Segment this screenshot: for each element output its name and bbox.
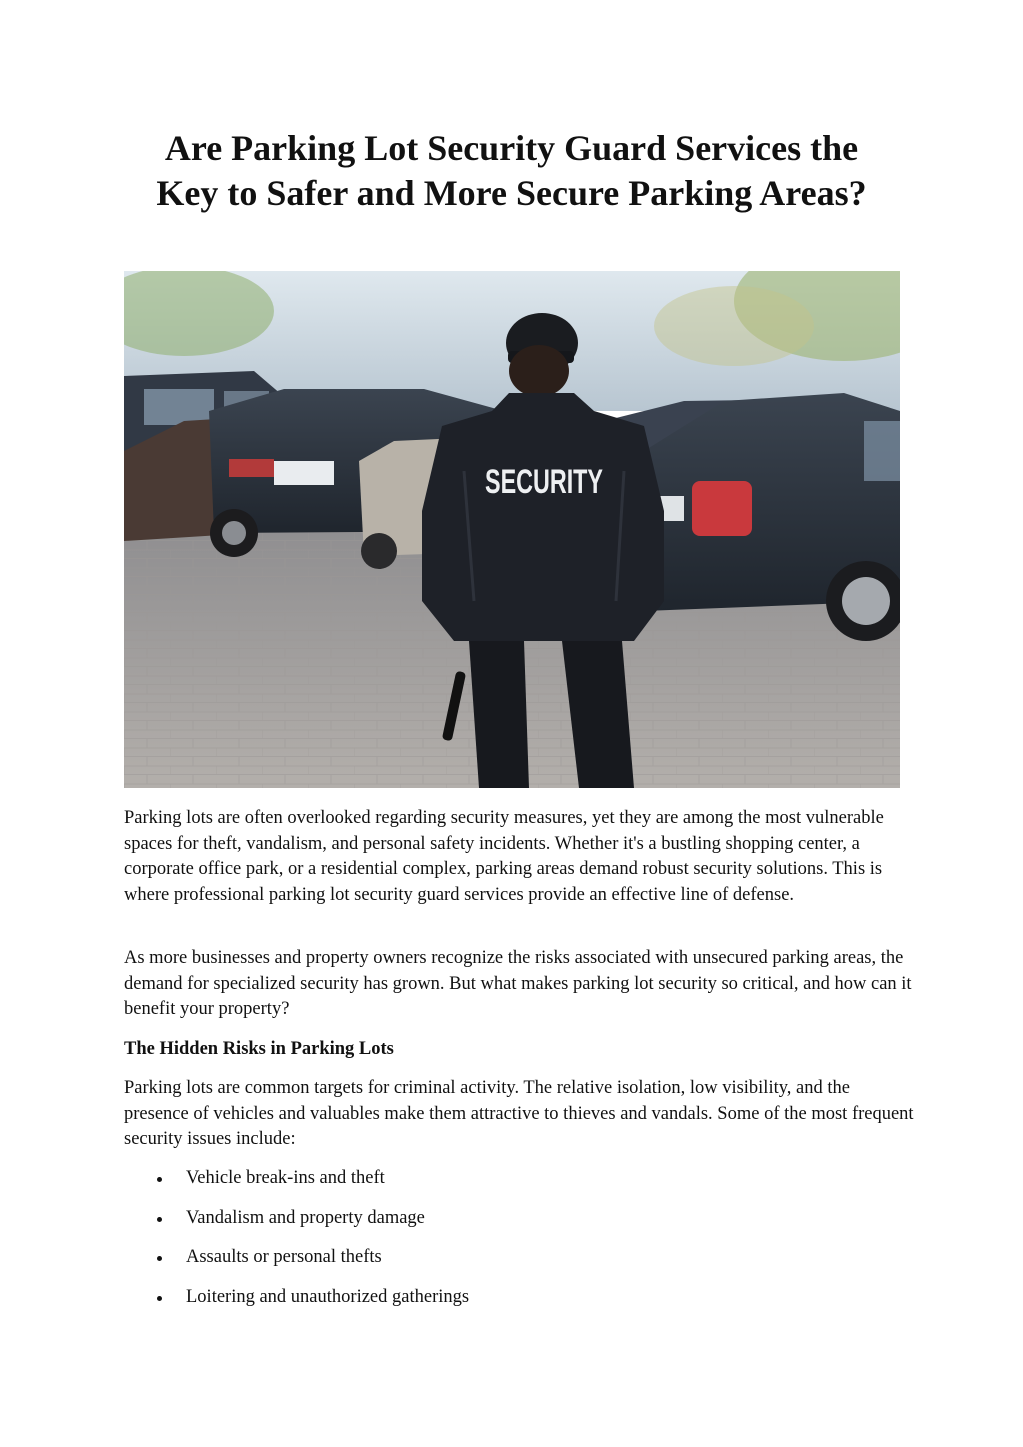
article-title-line-2: Key to Safer and More Secure Parking Areas? xyxy=(156,173,867,213)
list-item-text: Assaults or personal thefts xyxy=(186,1247,382,1267)
list-item-text: Vehicle break-ins and theft xyxy=(186,1168,385,1188)
bullet-dot-icon xyxy=(157,1296,162,1301)
bullet-dot-icon xyxy=(157,1256,162,1261)
list-item-text: Vandalism and property damage xyxy=(186,1207,425,1228)
list-item xyxy=(124,1285,904,1325)
hero-photo-security-guard xyxy=(124,271,900,788)
intro-paragraph: Parking lots are often overlooked regarding security measures, yet they are among the most vulnerable spaces for theft, vandalism, and personal safety incidents. Whether it's a bustling shopping center, a corporate office park, or a residential complex, parking areas demand robust security solutions. This is where professional parking lot security guard services provide an effective line of defense. xyxy=(124,808,884,905)
list-item xyxy=(124,1206,904,1246)
article-title-line-1: Are Parking Lot Security Guard Services the xyxy=(164,128,859,168)
list-item xyxy=(124,1245,904,1285)
section-paragraph: Parking lots are common targets for criminal activity. The relative isolation, low visibility, and the presence of vehicles and valuables make them attractive to thieves and vandals. Some of the most frequent security issues include: xyxy=(124,1078,914,1149)
second-paragraph: As more businesses and property owners recognize the risks associated with unsecured parking areas, the demand for specialized security has grown. But what makes parking lot security so critical, and how can it benefit your property? xyxy=(124,948,912,1019)
guard-left-leg xyxy=(469,641,529,788)
tree-foliage-right-2 xyxy=(654,286,814,366)
section-heading: The Hidden Risks in Parking Lots xyxy=(124,1039,394,1059)
article-title xyxy=(100,126,923,216)
guard-jacket xyxy=(422,393,664,641)
bullet-dot-icon xyxy=(157,1217,162,1222)
jacket-security-text: SECURITY xyxy=(485,463,604,501)
list-item-text: Loitering and unauthorized gatherings xyxy=(186,1286,470,1307)
guard-head xyxy=(509,345,569,397)
bullet-dot-icon xyxy=(157,1177,162,1182)
risk-list xyxy=(124,1166,904,1324)
list-item xyxy=(124,1166,904,1206)
